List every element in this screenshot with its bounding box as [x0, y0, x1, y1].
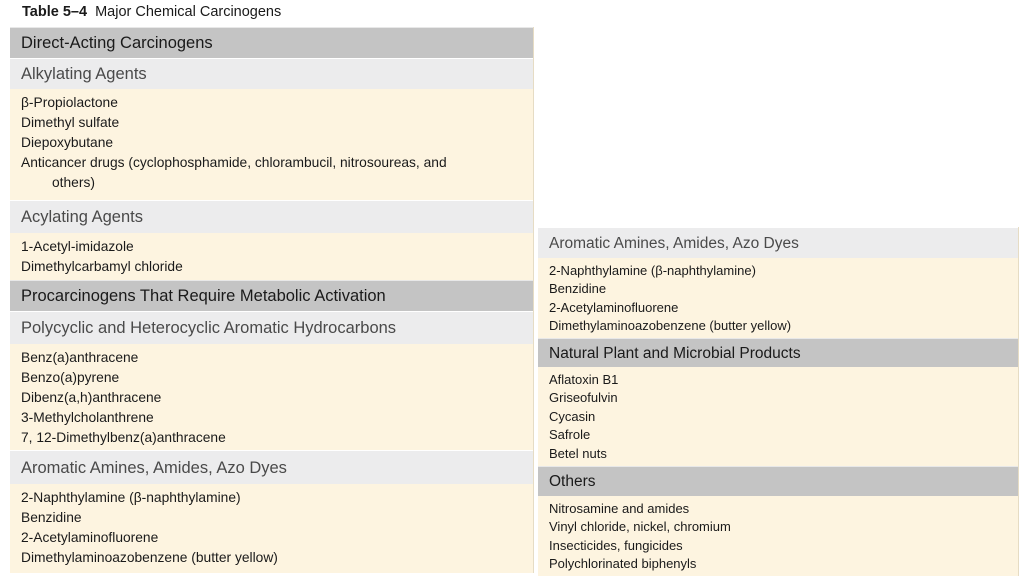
- item-list-aromatic: [10, 484, 533, 573]
- list-item: Benzidine: [21, 510, 82, 525]
- list-item: Griseofulvin: [549, 390, 618, 406]
- list-item: Dimethylaminoazobenzene (butter yellow): [21, 550, 278, 565]
- list-item: 2-Naphthylamine (β-naphthylamine): [21, 490, 241, 505]
- list-item: 3-Methylcholanthrene: [21, 410, 154, 425]
- item-list-alkylating: [10, 89, 533, 200]
- list-item: Cycasin: [549, 408, 596, 424]
- list-item: Benz(a)anthracene: [21, 350, 139, 365]
- list-item: Safrole: [549, 427, 591, 443]
- list-item: Dibenz(a,h)anthracene: [21, 390, 162, 405]
- subsection-heading-aromatic: Aromatic Amines, Amides, Azo Dyes: [10, 450, 533, 484]
- subsection-heading-polycyclic: Polycyclic and Heterocyclic Aromatic Hydrocarbons: [10, 311, 533, 344]
- list-item: Insecticides, fungicides: [549, 537, 683, 553]
- list-item: Dimethylaminoazobenzene (butter yellow): [549, 318, 792, 334]
- list-item: Dimethyl sulfate: [21, 115, 120, 130]
- table-caption: [22, 3, 281, 21]
- section-heading-direct-acting: Direct-Acting Carcinogens: [10, 27, 533, 58]
- item-list-natural-products: [538, 367, 1018, 466]
- item-list-aromatic: [538, 258, 1018, 338]
- list-item: 7, 12-Dimethylbenz(a)anthracene: [21, 430, 226, 445]
- section-heading-others: Others: [538, 466, 1018, 496]
- list-item: Aflatoxin B1: [549, 372, 619, 387]
- list-item: 2-Acetylaminofluorene: [549, 299, 679, 315]
- list-item: Benzo(a)pyrene: [21, 370, 120, 385]
- list-item: Diepoxybutane: [21, 135, 114, 150]
- list-item: Nitrosamine and amides: [549, 501, 690, 516]
- list-item: others): [52, 175, 95, 190]
- section-heading-procarcinogens: Procarcinogens That Require Metabolic Activation: [10, 280, 533, 311]
- list-item: β-Propiolactone: [21, 95, 118, 110]
- list-item: Vinyl chloride, nickel, chromium: [549, 519, 731, 535]
- subsection-heading-alkylating: Alkylating Agents: [10, 58, 533, 89]
- list-item: Polychlorinated biphenyls: [549, 556, 697, 572]
- item-list-polycyclic: [10, 344, 533, 450]
- section-heading-natural-products: Natural Plant and Microbial Products: [538, 338, 1018, 367]
- left-column: [10, 27, 534, 573]
- list-item: Benzidine: [549, 281, 607, 297]
- subsection-heading-aromatic: Aromatic Amines, Amides, Azo Dyes: [538, 227, 1018, 258]
- table-label: Table 5–4: [22, 4, 88, 20]
- item-list-acylating: [10, 233, 533, 280]
- list-item: 1-Acetyl-imidazole: [21, 239, 134, 254]
- list-item: 2-Naphthylamine (β-naphthylamine): [549, 263, 756, 278]
- list-item: Anticancer drugs (cyclophosphamide, chlorambucil, nitrosoureas, and: [21, 155, 447, 170]
- item-list-others: [538, 496, 1018, 576]
- list-item: Betel nuts: [549, 445, 607, 461]
- right-column: [538, 227, 1019, 576]
- table-title: Major Chemical Carcinogens: [95, 4, 282, 20]
- subsection-heading-acylating: Acylating Agents: [10, 200, 533, 233]
- list-item: Dimethylcarbamyl chloride: [21, 259, 183, 274]
- list-item: 2-Acetylaminofluorene: [21, 530, 159, 545]
